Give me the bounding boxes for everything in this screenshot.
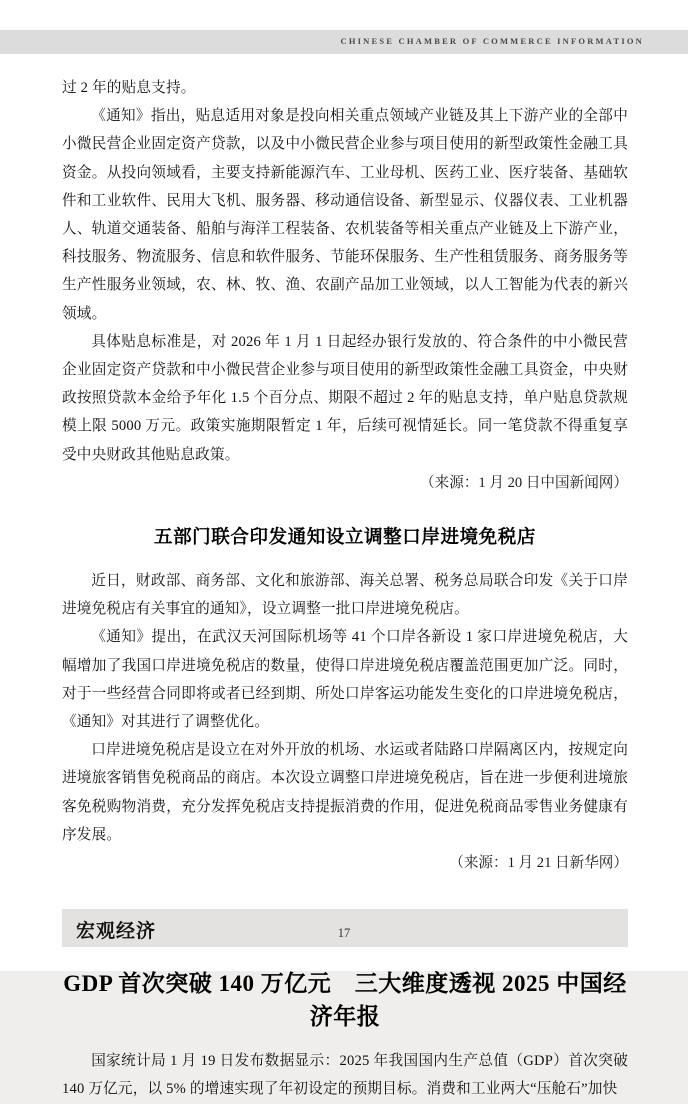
article2-paragraph: 近日，财政部、商务部、文化和旅游部、海关总署、税务总局联合印发《关于口岸进境免税店有关事宜的通知》，设立调整一批口岸进境免税店。 <box>62 573 628 618</box>
running-head: CHINESE CHAMBER OF COMMERCE INFORMATION <box>340 36 644 46</box>
section-header-label: 宏观经济 <box>76 921 157 943</box>
article2-paragraph: 《通知》提出，在武汉天河国际机场等 41 个口岸各新设 1 家口岸进境免税店，大幅增加了我国口岸进境免税店的数量，使得口岸进境免税店覆盖范围更加广泛。同时，对于一些经营合同即将或者已经到期、所处口岸客运功能发生变化的口岸进境免税店，《通知》对其进行了调整优化。 <box>62 629 628 731</box>
article1-paragraph: 具体贴息标准是，对 2026 年 1 月 1 日起经办银行发放的、符合条件的中小微民营企业固定资产贷款和中小微民营企业参与项目使用的新型政策性金融工具资金，中央财政按照贷款本金给予年化 1.5 个百分点、期限不超过 2 年的贴息支持，单户贴息贷款规模上限 5000 万元。政策实施期限暂定 1 年，后续可视情延长。同一笔贷款不得重复享受中央财政其他贴息政策。 <box>62 333 628 463</box>
article2-title: 五部门联合印发通知设立调整口岸进境免税店 <box>153 528 536 549</box>
page-content <box>62 74 628 1104</box>
article3-title: GDP 首次突破 140 万亿元 三大维度透视 2025 中国经济年报 <box>63 971 627 1030</box>
article1-paragraph: 《通知》指出，贴息适用对象是投向相关重点领域产业链及其上下游产业的全部中小微民营企业固定资产贷款，以及中小微民营企业参与项目使用的新型政策性金融工具资金。从投向领域看，主要支持新能源汽车、工业母机、医药工业、医疗装备、基础软件和工业软件、民用大飞机、服务器、移动通信设备、新型显示、仪器仪表、工业机器人、轨道交通装备、船舶与海洋工程装备、农机装备等相关重点产业链及上下游产业，科技服务、物流服务、信息和软件服务、节能环保服务、生产性租赁服务、商务服务等生产性服务业领域，农、林、牧、渔、农副产品加工业领域，以人工智能为代表的新兴领域。 <box>62 108 628 322</box>
article3-paragraph: 国家统计局 1 月 19 日发布数据显示：2025 年我国国内生产总值（GDP）首次突破 140 万亿元，以 5% 的增速实现了年初设定的预期目标。消费和工业两大“压舱石”加快 <box>62 1053 628 1098</box>
article2-paragraph: 口岸进境免税店是设立在对外开放的机场、水运或者陆路口岸隔离区内，按规定向进境旅客销售免税商品的商店。本次设立调整口岸进境免税店，旨在进一步便利进境旅客免税购物消费，充分发挥免税店支持提振消费的作用，促进免税商品零售业务健康有序发展。 <box>62 742 628 843</box>
page-number: 17 <box>337 926 351 940</box>
article2-source: （来源：1 月 21 日新华网） <box>449 855 628 872</box>
article1-source: （来源：1 月 20 日中国新闻网） <box>420 474 628 491</box>
article1-paragraph: 过 2 年的贴息支持。 <box>62 80 196 96</box>
